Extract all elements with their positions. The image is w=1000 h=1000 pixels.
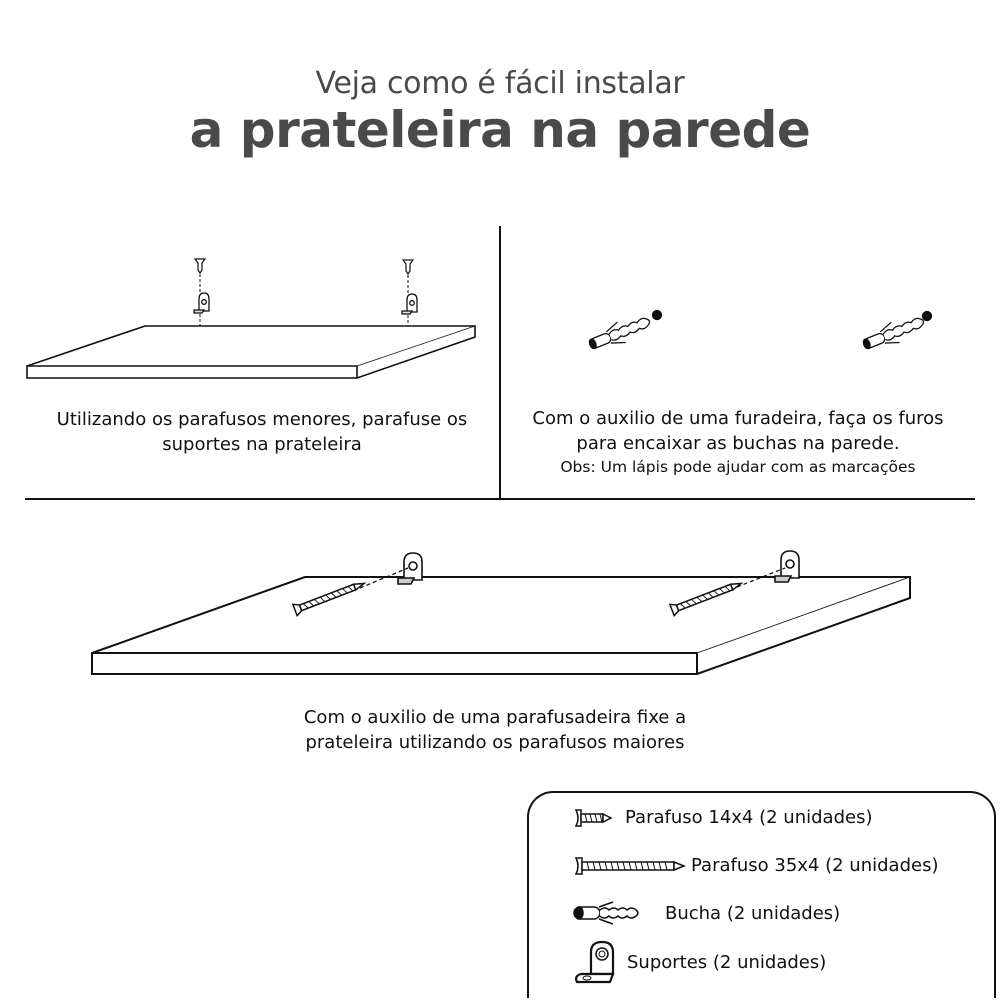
step3-caption xyxy=(200,705,790,755)
step1-caption xyxy=(25,407,499,457)
page-title: a prateleira na parede xyxy=(189,101,811,159)
parts-legend xyxy=(527,791,996,998)
wall-plug-icon xyxy=(573,902,657,924)
legend-item-long-screw xyxy=(575,855,938,876)
bracket-icon xyxy=(573,938,619,986)
step2-caption xyxy=(501,406,975,478)
legend-item-bracket xyxy=(573,938,826,986)
legend-label: Parafuso 14x4 (2 unidades) xyxy=(625,807,873,828)
step1-caption-line2: suportes na prateleira xyxy=(162,434,362,455)
step1-caption-line1: Utilizando os parafusos menores, parafuse os xyxy=(56,409,468,430)
legend-item-short-screw xyxy=(575,807,872,828)
long-screw-icon xyxy=(575,856,687,876)
legend-label: Bucha (2 unidades) xyxy=(665,902,841,924)
legend-label: Suportes (2 unidades) xyxy=(627,951,827,973)
step3-caption-line1: Com o auxilio de uma parafusadeira fixe a xyxy=(303,707,687,728)
step3-caption-line2: prateleira utilizando os parafusos maiores xyxy=(305,732,685,753)
legend-item-wall-plug xyxy=(573,902,840,924)
legend-label: Parafuso 35x4 (2 unidades) xyxy=(691,855,939,876)
short-screw-icon xyxy=(575,808,615,828)
subtitle: Veja como é fácil instalar xyxy=(315,66,685,101)
step2-caption-line2: para encaixar as buchas na parede. xyxy=(576,433,900,454)
step2-caption-line1: Com o auxilio de uma furadeira, faça os furos xyxy=(532,408,944,429)
shelf-icon xyxy=(92,577,910,674)
step2-note: Obs: Um lápis pode ajudar com as marcações xyxy=(560,458,916,476)
